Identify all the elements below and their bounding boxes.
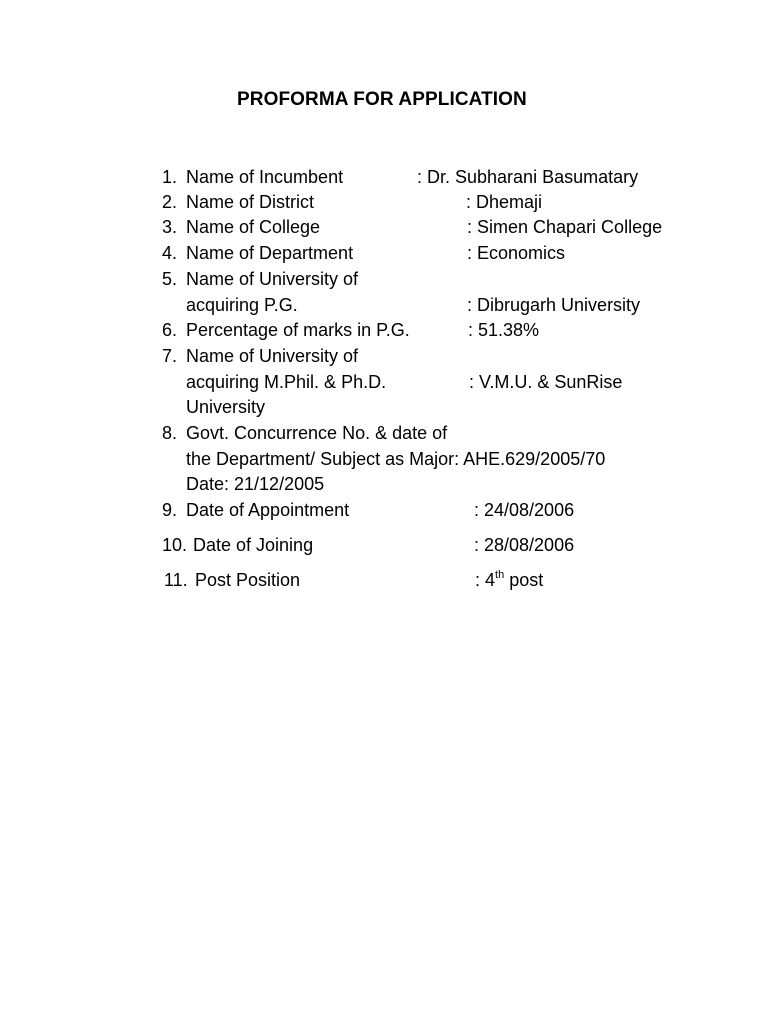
item-number: 3.: [162, 217, 178, 237]
item-number: 10.: [162, 535, 188, 555]
item-label: Name of Incumbent: [186, 167, 344, 187]
item-value: : Dibrugarh University: [467, 295, 641, 315]
item-number: 5.: [162, 269, 178, 289]
item-number: 4.: [162, 243, 178, 263]
item-label-continued: acquiring M.Phil. & Ph.D.: [186, 372, 387, 392]
page-title: PROFORMA FOR APPLICATION: [237, 89, 527, 110]
item-value-continued: University: [186, 397, 266, 417]
item-label: Name of University of: [186, 269, 359, 289]
item-label: Name of University of: [186, 346, 359, 366]
item-number: 7.: [162, 346, 178, 366]
item-label-continued: acquiring P.G.: [186, 295, 298, 315]
item-label: Percentage of marks in P.G.: [186, 320, 410, 340]
item-value: : V.M.U. & SunRise: [469, 372, 623, 392]
item-value: : 51.38%: [468, 320, 540, 340]
item-number: 8.: [162, 423, 178, 443]
item-label: Date of Joining: [193, 535, 314, 555]
item-value: : 28/08/2006: [474, 535, 575, 555]
item-number: 2.: [162, 192, 178, 212]
item-label-continued: the Department/ Subject as Major: AHE.629/2005/70: [186, 449, 606, 469]
item-value: : Dr. Subharani Basumatary: [417, 167, 639, 187]
item-number: 11.: [164, 570, 188, 590]
item-label: Name of District: [186, 192, 315, 212]
item-label: Name of Department: [186, 243, 354, 263]
item-label: Govt. Concurrence No. & date of: [186, 423, 448, 443]
item-value: : Economics: [467, 243, 566, 263]
item-value: : 4th post: [475, 569, 544, 590]
item-value: : 24/08/2006: [474, 500, 575, 520]
item-label: Date of Appointment: [186, 500, 350, 520]
item-number: 9.: [162, 500, 178, 520]
item-number: 6.: [162, 320, 178, 340]
item-value: : Dhemaji: [466, 192, 543, 212]
item-label: Post Position: [195, 570, 301, 590]
item-value: : Simen Chapari College: [467, 217, 663, 237]
item-label: Name of College: [186, 217, 321, 237]
item-date: Date: 21/12/2005: [186, 474, 325, 494]
item-number: 1.: [162, 167, 178, 187]
